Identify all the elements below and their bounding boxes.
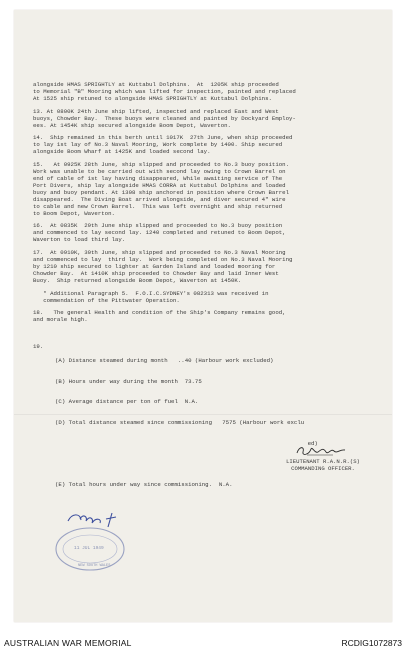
paragraph-19 <box>33 330 379 516</box>
paragraph-18: 18. The general Health and condition of the Ship's Company remains good, and morale high. <box>33 309 286 324</box>
signatory-title: COMMANDING OFFICER. <box>291 464 355 472</box>
receipt-stamp <box>50 507 132 577</box>
signatory-rank: LIEUTENANT R.A.N.R.(S) <box>286 458 360 465</box>
paragraph-14: 14. Ship remained in this berth until 1017K 27th June, when ship proceeded to lay 1st lay of No.3 Naval Mooring, Work complete by 1400. Ship secured alongside Boom Wharf at 1425K and loaded second lay. <box>33 134 293 156</box>
stamp-region: NEW SOUTH WALES <box>78 564 111 568</box>
signature-block <box>268 444 378 473</box>
item-19-line-d-cont: ed) <box>55 439 318 447</box>
item-19-line-d: (D) Total distance steamed since commissioning 7575 (Harbour work exclu <box>55 419 305 427</box>
paragraph-13: 13. At 0800K 24th June ship lifted, inspected and replaced East and West buoys, Chowder Bay. These buoys were cleaned and painted by Dockyard Employ- ees. At 1454K ship secured alongside Boom Depot, Waverton. <box>33 107 296 129</box>
paragraph-continuation: alongside HMAS SPRIGHTLY at Kuttabul Dolphins. At 1205K ship proceeded to Memorial "B" Mooring which was lifted for inspection, painted and replaced At 1525 ship retuned to alongside HMAS SPRIGHTLY at Kuttabul Dolphins. <box>33 81 296 102</box>
item-19-line-e: (E) Total hours under way since commissioning. N.A. <box>55 481 233 489</box>
paragraph-16: 16. At 0835K 29th June ship slipped and proceeded to No.3 buoy position and commenced to lay second lay. 1240 completed and retuned to Boom Depot, Waverton to load third lay. <box>33 222 286 244</box>
archive-name: AUSTRALIAN WAR MEMORIAL <box>4 638 132 648</box>
stamp-date: 11 JUL 1949 <box>74 546 104 551</box>
additional-paragraph-note: * Additional Paragraph 5. F.O.I.C.SYDNEY's 082313 was received in commendation of the Pittwater Operation. <box>43 289 269 304</box>
archive-reference: RCDIG1072873 <box>341 638 402 648</box>
item-19-line-a: (A) Distance steamed during month ..40 (Harbour work excluded) <box>55 356 274 364</box>
item-19-line-c: (C) Average distance per ton of fuel N.A. <box>55 398 199 406</box>
item-19-line-b: (B) Hours under way during the month 73.75 <box>55 377 202 385</box>
paragraph-15: 15. At 0925K 28th June, ship slipped and proceeded to No.3 buoy position. Work was unable to be carried out with second lay owing to Crown Barrel on end of cable of 1st lay having disappeared, While awaiting service of The Port Divers, ship lay alongside HMAS CORRA at Kuttabul Dolphins and loaded buoy and buoy pendant. At 1308 ship anchored in position where Crown Barrel disappeared. The Diving Boat arrived alongside, and diver secured 4" wire to cable and new Crown Barrel. This was left overnight and ship returned to Boom Depot, Waverton. <box>33 161 289 217</box>
paragraph-19-number: 19. <box>33 343 44 351</box>
document-page <box>14 10 392 622</box>
paragraph-17: 17. At 0910K, 30th June, ship slipped and proceeded to No.3 Naval Mooring and commenced to lay third lay. Work being completed on No.3 Naval Mooring by 1210 ship secured to lighter at Garden Island and loaded mooring for Chowder Bay. At 1410K ship proceeded to Chowder Bay and laid Inner West Buoy. Ship returned alongside Boom Depot, Waverton at 1450K. <box>33 249 293 284</box>
handwritten-signature <box>293 444 353 458</box>
